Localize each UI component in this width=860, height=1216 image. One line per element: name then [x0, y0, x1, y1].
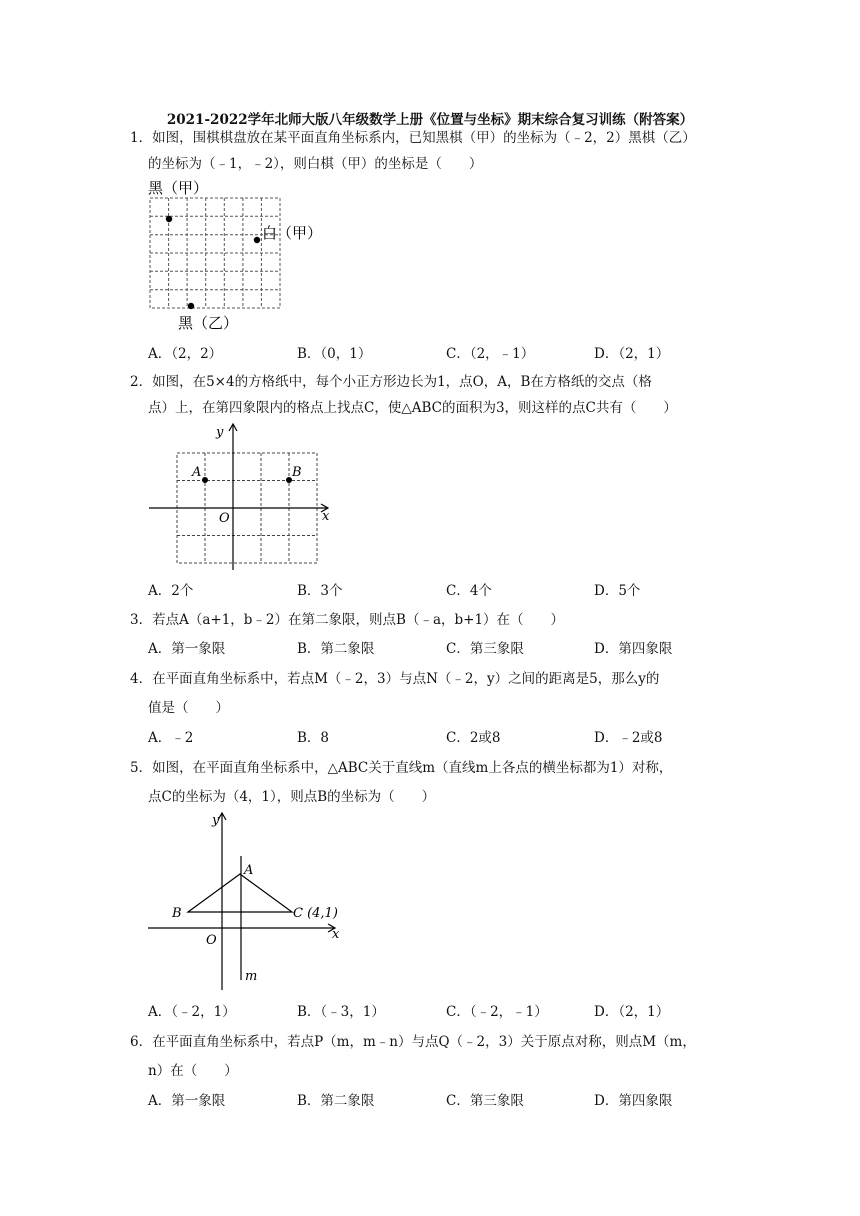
q2-option-d: D．5个 [594, 583, 641, 599]
q3-option-a: A．第一象限 [148, 641, 226, 657]
q3-option-b: B．第二象限 [297, 641, 375, 657]
question-5-line-1: 5．如图，在平面直角坐标系中，△ABC关于直线m（直线m上各点的横坐标都为1）对称， [130, 760, 673, 776]
board-grid [150, 198, 280, 308]
q6-option-d: D．第四象限 [594, 1093, 673, 1109]
q6-option-c: C．第三象限 [446, 1093, 524, 1109]
go-board-figure [144, 176, 334, 336]
label-black-a: 黑（甲） [148, 179, 209, 197]
question-4-line-1: 4．在平面直角坐标系中，若点M（﹣2，3）与点N（﹣2，y）之间的距离是5，那么y的 [130, 671, 660, 687]
q4-option-d: D．﹣2或8 [594, 730, 663, 746]
point-c-label: C (4,1) [293, 906, 338, 921]
q6-option-a: A．第一象限 [148, 1093, 226, 1109]
point-b-label: B [292, 465, 302, 480]
line-m-label: m [245, 969, 258, 984]
point-a-label: A [244, 863, 254, 878]
x-axis-label: x [332, 927, 340, 942]
black-stone-a [166, 216, 172, 222]
question-1-line-1: 1．如图，围棋棋盘放在某平面直角坐标系内，已知黑棋（甲）的坐标为（﹣2，2）黑棋（乙） [130, 130, 696, 146]
q5-option-c: C．（﹣2，﹣1） [446, 1004, 548, 1020]
q3-option-d: D．第四象限 [594, 641, 673, 657]
page-title: 2021-2022学年北师大版八年级数学上册《位置与坐标》期末综合复习训练（附答案） [166, 112, 694, 128]
question-6-line-2: n）在（ ） [148, 1063, 238, 1079]
question-2-line-1: 2．如图，在5×4的方格纸中，每个小正方形边长为1，点O，A，B在方格纸的交点（格 [130, 374, 652, 390]
y-axis-label: y [212, 813, 220, 828]
q1-option-b: B．（0，1） [297, 346, 372, 362]
q1-option-a: A．（2，2） [148, 346, 223, 362]
question-5-line-2: 点C的坐标为（4，1），则点B的坐标为（ ） [148, 789, 436, 805]
q2-option-b: B．3个 [297, 583, 343, 599]
question-1-line-2: 的坐标为（﹣1，﹣2），则白棋（甲）的坐标是（ ） [148, 156, 483, 172]
point-b-label: B [172, 906, 182, 921]
point-a [202, 477, 208, 483]
origin-label: O [206, 933, 217, 948]
q5-option-b: B．（﹣3，1） [297, 1004, 385, 1020]
q5-option-a: A．（﹣2，1） [148, 1004, 236, 1020]
label-white-a: 白（甲） [262, 224, 323, 242]
q3-option-c: C．第三象限 [446, 641, 524, 657]
label-black-b: 黑（乙） [178, 314, 239, 332]
question-2-line-2: 点）上，在第四象限内的格点上找点C，使△ABC的面积为3，则这样的点C共有（ ） [148, 400, 677, 416]
triangle-symmetry-figure [144, 808, 354, 992]
question-4-line-2: 值是（ ） [148, 700, 229, 716]
q2-option-c: C．4个 [446, 583, 492, 599]
q4-option-a: A．﹣2 [148, 730, 194, 746]
q4-option-b: B．8 [297, 730, 330, 746]
question-6-line-1: 6．在平面直角坐标系中，若点P（m，m﹣n）与点Q（﹣2，3）关于原点对称，则点M（m， [130, 1034, 696, 1050]
q1-option-d: D．（2，1） [594, 346, 670, 362]
question-3-line-1: 3．若点A（a+1，b﹣2）在第二象限，则点B（﹣a，b+1）在（ ） [130, 612, 565, 628]
x-axis-label: x [322, 509, 330, 524]
triangle-abc [188, 874, 292, 912]
white-stone-a-marker [254, 237, 260, 243]
point-a-label: A [192, 465, 202, 480]
origin-label: O [219, 511, 230, 526]
q4-option-c: C．2或8 [446, 730, 501, 746]
q6-option-b: B．第二象限 [297, 1093, 375, 1109]
y-axis-label: y [216, 425, 224, 440]
grid-paper-figure [144, 420, 344, 574]
q1-option-c: C．（2，﹣1） [446, 346, 535, 362]
q2-option-a: A．2个 [148, 583, 194, 599]
q5-option-d: D．（2，1） [594, 1004, 670, 1020]
black-stone-b [188, 303, 194, 309]
axes [149, 424, 328, 570]
